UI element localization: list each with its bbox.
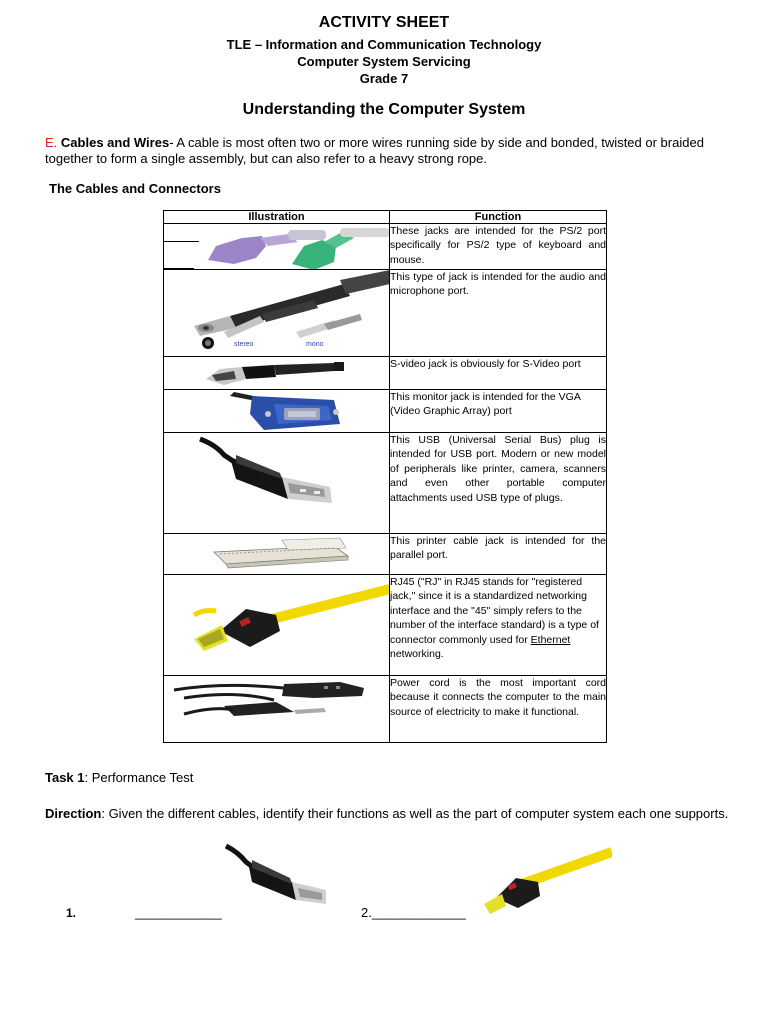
lesson-title: Understanding the Computer System: [242, 101, 526, 118]
item-1-answer-blank[interactable]: ____________: [135, 905, 222, 920]
function-cell: This printer cable jack is intended for the parallel port.: [390, 534, 607, 575]
intro-term: Cables and Wires: [60, 135, 170, 150]
mono-label: mono: [306, 341, 324, 348]
table-row: [164, 575, 607, 676]
stereo-label: stereo: [234, 341, 254, 348]
ethernet-link[interactable]: Ethernet: [530, 633, 571, 646]
intro-text: - A cable is most often two or more wires running side by side and bonded, twisted or braided together to form a single assembly, but can also refer to a heavy strong rope.: [45, 135, 704, 166]
direction-paragraph: [45, 805, 735, 823]
item-2-label: [361, 905, 466, 920]
illustration-cell: [164, 357, 390, 390]
direction-text: : Given the different cables, identify their functions as well as the part of computer system each one supports.: [101, 806, 729, 821]
power-cord-icon: [164, 676, 390, 742]
illustration-cell: [164, 676, 390, 743]
subject-line: TLE – Information and Communication Technology: [226, 37, 542, 52]
illustration-cell: [164, 390, 390, 433]
intro-letter: E.: [45, 135, 58, 150]
cables-connectors-table: [163, 210, 607, 743]
item-2-number: 2.: [361, 905, 372, 920]
function-cell: Power cord is the most important cord because it connects the computer to the main source of electricity to make it functional.: [390, 676, 607, 743]
function-cell: [390, 575, 607, 676]
function-cell: This monitor jack is intended for the VGA (Video Graphic Array) port: [390, 390, 607, 433]
function-cell: This type of jack is intended for the audio and microphone port.: [390, 270, 607, 357]
illustration-cell: [164, 534, 390, 575]
table-row: [164, 224, 607, 270]
rj45-connector-icon: [164, 575, 390, 675]
parallel-printer-connector-icon: [164, 534, 390, 574]
task-label: Task 1: [45, 770, 85, 785]
table-row: [164, 433, 607, 534]
vga-connector-icon: [164, 390, 390, 432]
item-1-image: [222, 842, 332, 917]
function-cell: These jacks are intended for the PS/2 port specifically for PS/2 type of keyboard and mouse.: [390, 224, 607, 270]
table-row: [164, 534, 607, 575]
item-2-image: [482, 842, 612, 922]
table-row: [164, 357, 607, 390]
usb-plug-icon: [164, 433, 390, 533]
s-video-jack-icon: [164, 357, 390, 389]
intro-paragraph: [45, 135, 735, 167]
table-row: [164, 390, 607, 433]
table-row: [164, 270, 607, 357]
ps2-connector-icon: [164, 224, 390, 269]
illustration-cell: [164, 433, 390, 534]
illustration-cell: [164, 270, 390, 357]
rj45-text-after: networking.: [390, 648, 444, 661]
rj45-connector-icon: [482, 842, 612, 917]
item-2-answer-blank[interactable]: _____________: [371, 905, 466, 920]
direction-label: Direction: [45, 806, 102, 821]
section-heading: The Cables and Connectors: [49, 181, 221, 196]
illustration-cell: [164, 224, 390, 270]
rj45-text-before: RJ45 ("RJ" in RJ45 stands for "registered jack," since it is a standardized networking interface and the "45" simply refers to the number of the interface standard) is a type of connector commonly used for: [390, 576, 599, 646]
table-header-row: [164, 211, 607, 224]
function-cell: This USB (Universal Serial Bus) plug is intended for USB port. Modern or new model of peripherals like printer, camera, scanners and even other portable computer attachments used USB type of plugs.: [390, 433, 607, 534]
item-1-number: 1.: [66, 906, 77, 920]
header-function: Function: [390, 211, 607, 224]
grade-line: Grade 7: [359, 71, 409, 86]
course-line: Computer System Servicing: [297, 54, 471, 69]
sheet-title: ACTIVITY SHEET: [318, 14, 450, 31]
table-row: [164, 676, 607, 743]
task-text: : Performance Test: [84, 770, 194, 785]
function-cell: S-video jack is obviously for S-Video port: [390, 357, 607, 390]
illustration-cell: [164, 575, 390, 676]
header-illustration: Illustration: [164, 211, 390, 224]
usb-plug-icon: [222, 842, 332, 912]
task-line: [45, 770, 193, 785]
audio-jack-icon: [164, 270, 390, 356]
